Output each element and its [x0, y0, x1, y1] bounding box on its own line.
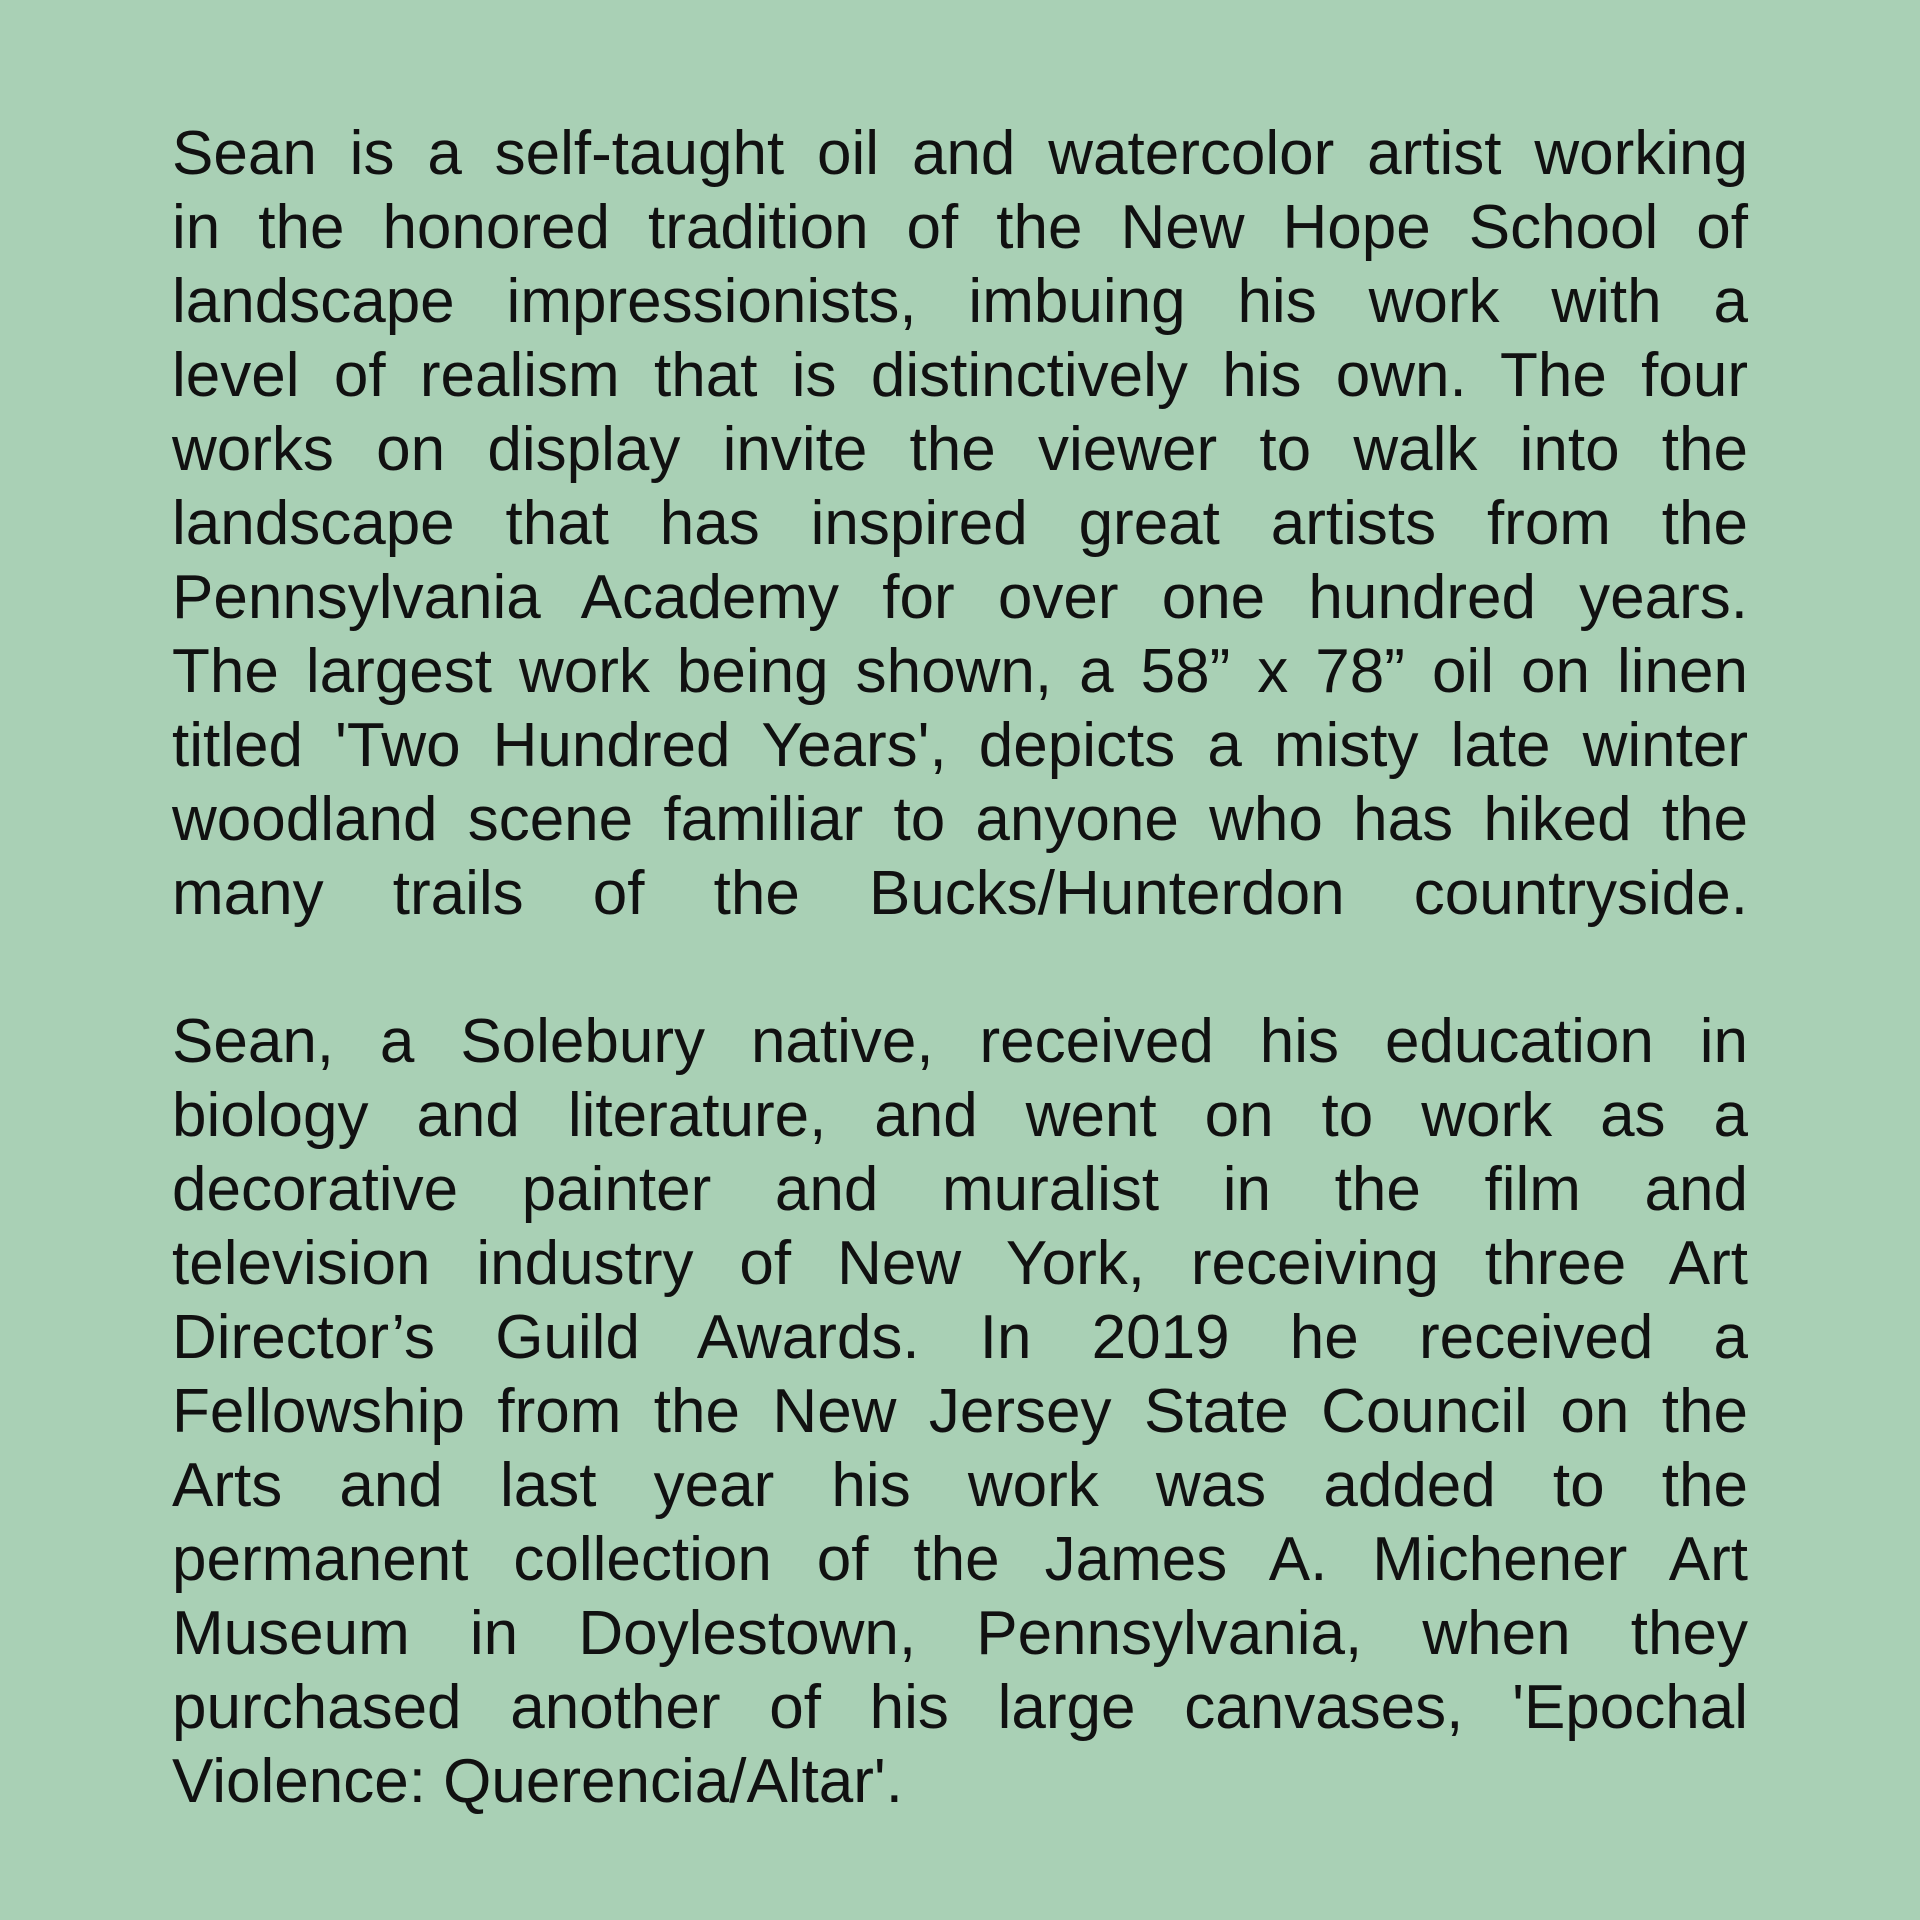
artist-bio — [172, 117, 1748, 1819]
paragraph-gap — [172, 931, 1748, 1005]
text-line: Director’s Guild Awards. In 2019 he received a — [172, 1303, 1748, 1372]
bio-paragraph-1 — [172, 117, 1748, 931]
text-line: The largest work being shown, a 58” x 78” oil on linen — [172, 637, 1748, 706]
text-line: Sean is a self-taught oil and watercolor artist working — [172, 119, 1748, 188]
bio-paragraph-2 — [172, 1005, 1748, 1819]
text-line: decorative painter and muralist in the film and — [172, 1155, 1748, 1224]
text-line: Museum in Doylestown, Pennsylvania, when they — [172, 1599, 1748, 1668]
text-line: permanent collection of the James A. Michener Art — [172, 1525, 1748, 1594]
text-line: landscape impressionists, imbuing his work with a — [172, 267, 1748, 336]
text-line: purchased another of his large canvases, 'Epochal — [172, 1673, 1748, 1742]
text-line: Violence: Querencia/Altar'. — [172, 1747, 903, 1816]
text-line: Fellowship from the New Jersey State Council on the — [172, 1377, 1748, 1446]
text-line: woodland scene familiar to anyone who has hiked the — [172, 785, 1748, 854]
text-line: Sean, a Solebury native, received his education in — [172, 1007, 1748, 1076]
text-line: biology and literature, and went on to work as a — [172, 1081, 1748, 1150]
text-line: titled 'Two Hundred Years', depicts a misty late winter — [172, 711, 1748, 780]
text-line: television industry of New York, receiving three Art — [172, 1229, 1748, 1298]
text-line: level of realism that is distinctively his own. The four — [172, 341, 1748, 410]
text-line: landscape that has inspired great artists from the — [172, 489, 1748, 558]
text-line: Pennsylvania Academy for over one hundred years. — [172, 563, 1748, 632]
text-line: in the honored tradition of the New Hope School of — [172, 193, 1748, 262]
text-line: works on display invite the viewer to walk into the — [172, 415, 1748, 484]
text-line: many trails of the Bucks/Hunterdon countryside. — [172, 859, 1748, 928]
text-line: Arts and last year his work was added to the — [172, 1451, 1748, 1520]
